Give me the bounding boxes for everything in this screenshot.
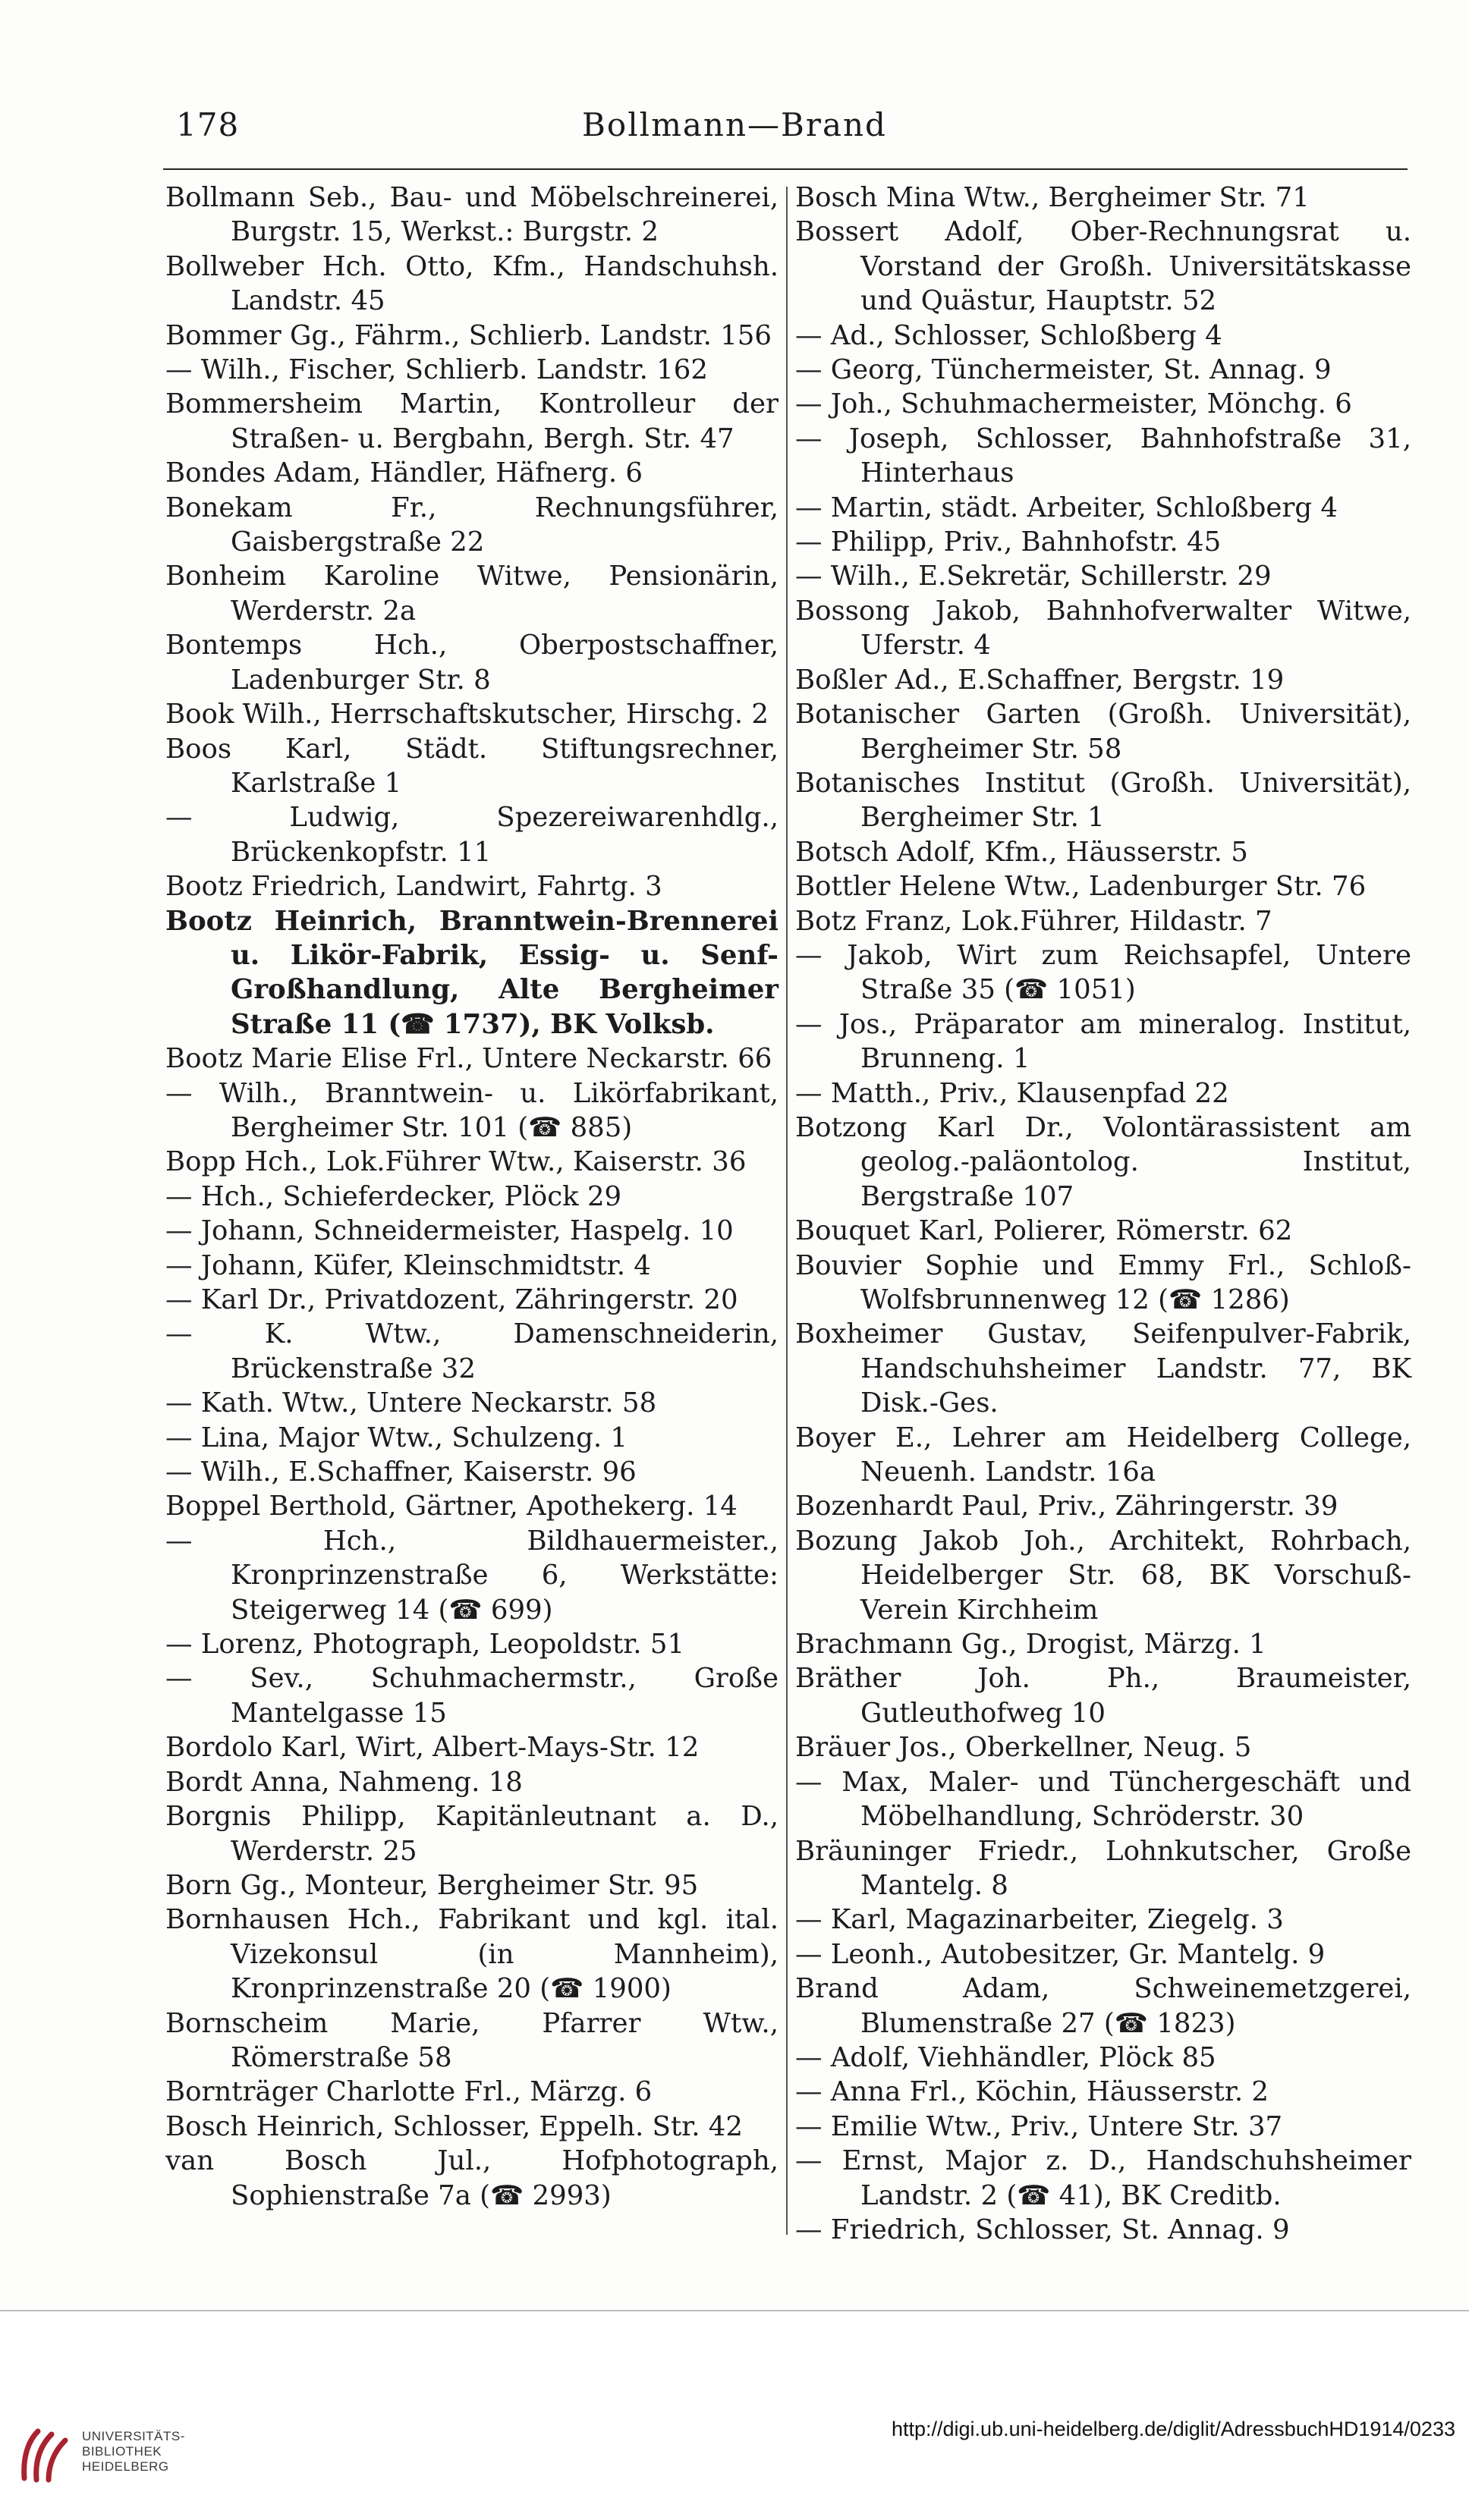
directory-entry: Bootz Heinrich, Branntwein-Brennerei u. Likör-Fabrik, Essig- u. Senf-Großhandlung, Alte Bergheimer Straße 11 (☎ 1737), BK Volksb. xyxy=(165,905,779,1040)
directory-entry: — Johann, Küfer, Kleinschmidtstr. 4 xyxy=(165,1249,651,1281)
directory-entry: Boppel Berthold, Gärtner, Apothekerg. 14 xyxy=(165,1491,738,1522)
directory-entry: — Ludwig, Spezereiwarenhdlg., Brückenkopfstr. 11 xyxy=(165,802,779,868)
directory-entry: — Lorenz, Photograph, Leopoldstr. 51 xyxy=(165,1629,685,1661)
directory-entry: — Max, Maler- und Tünchergeschäft und Möbelhandlung, Schröderstr. 30 xyxy=(795,1766,1411,1833)
directory-entry: Bollmann Seb., Bau- und Möbelschreinerei, Burgstr. 15, Werkst.: Burgstr. 2 xyxy=(165,182,779,248)
university-library-logo-icon xyxy=(15,2425,76,2486)
directory-entry: Bornträger Charlotte Frl., Märzg. 6 xyxy=(165,2076,653,2108)
directory-entry: — Karl Dr., Privatdozent, Zähringerstr. 20 xyxy=(165,1284,738,1315)
directory-entry: — Emilie Wtw., Priv., Untere Str. 37 xyxy=(795,2110,1283,2142)
directory-entry: — Wilh., E.Schaffner, Kaiserstr. 96 xyxy=(165,1456,637,1488)
directory-entry: Bonekam Fr., Rechnungsführer, Gaisbergstraße 22 xyxy=(165,492,779,558)
directory-entry: Bottler Helene Wtw., Ladenburger Str. 76 xyxy=(795,871,1367,903)
directory-entry: — Georg, Tünchermeister, St. Annag. 9 xyxy=(795,354,1332,386)
directory-entry: Bordt Anna, Nahmeng. 18 xyxy=(165,1766,523,1798)
directory-entry: — Lina, Major Wtw., Schulzeng. 1 xyxy=(165,1422,628,1453)
library-name xyxy=(82,2429,185,2474)
right-column xyxy=(795,181,1411,2247)
directory-entry: — Joseph, Schlosser, Bahnhofstraße 31, Hinterhaus xyxy=(795,423,1411,489)
directory-entry: Bosch Heinrich, Schlosser, Eppelh. Str. 42 xyxy=(165,2110,743,2142)
directory-entry: — Matth., Priv., Klausenpfad 22 xyxy=(795,1077,1229,1109)
directory-entry: Bräther Joh. Ph., Braumeister, Gutleuthofweg 10 xyxy=(795,1663,1411,1729)
directory-entry: — Wilh., Fischer, Schlierb. Landstr. 162 xyxy=(165,354,708,386)
directory-entry: Bondes Adam, Händler, Häfnerg. 6 xyxy=(165,457,643,489)
directory-entry: — Jakob, Wirt zum Reichsapfel, Untere Straße 35 (☎ 1051) xyxy=(795,939,1411,1006)
directory-entry: Botz Franz, Lok.Führer, Hildastr. 7 xyxy=(795,905,1272,937)
library-name-line: HEIDELBERG xyxy=(82,2459,169,2474)
directory-entry: Brachmann Gg., Drogist, Märzg. 1 xyxy=(795,1629,1266,1661)
directory-entry: Born Gg., Monteur, Bergheimer Str. 95 xyxy=(165,1869,699,1901)
directory-entry: — Hch., Schieferdecker, Plöck 29 xyxy=(165,1180,622,1212)
directory-entry: — Friedrich, Schlosser, St. Annag. 9 xyxy=(795,2214,1290,2245)
directory-entry: Botsch Adolf, Kfm., Häusserstr. 5 xyxy=(795,836,1248,868)
directory-entry: Bornhausen Hch., Fabrikant und kgl. ital. Vizekonsul (in Mannheim), Kronprinzenstraße 20 (☎ 1900) xyxy=(165,1904,779,2005)
directory-entry: Bonheim Karoline Witwe, Pensionärin, Werderstr. 2a xyxy=(165,561,779,627)
directory-entry: — Philipp, Priv., Bahnhofstr. 45 xyxy=(795,526,1222,558)
directory-entry: Bornscheim Marie, Pfarrer Wtw., Römerstraße 58 xyxy=(165,2007,779,2073)
column-divider xyxy=(786,187,788,2235)
directory-entry: Bräuer Jos., Oberkellner, Neug. 5 xyxy=(795,1732,1252,1764)
running-head: Bollmann—Brand xyxy=(582,106,887,143)
directory-entry: Bosch Mina Wtw., Bergheimer Str. 71 xyxy=(795,182,1310,213)
directory-entry: — Jos., Präparator am mineralog. Institut, Brunneng. 1 xyxy=(795,1008,1411,1075)
directory-entry: — Hch., Bildhauermeister., Kronprinzenstraße 6, Werkstätte: Steigerweg 14 (☎ 699) xyxy=(165,1525,779,1626)
directory-entry: Boßler Ad., E.Schaffner, Bergstr. 19 xyxy=(795,664,1285,696)
library-name-line: BIBLIOTHEK xyxy=(82,2444,162,2459)
directory-entry: Boyer E., Lehrer am Heidelberg College, Neuenh. Landstr. 16a xyxy=(795,1422,1411,1488)
directory-entry: Bräuninger Friedr., Lohnkutscher, Große Mantelg. 8 xyxy=(795,1835,1411,1901)
directory-entry: Bouquet Karl, Polierer, Römerstr. 62 xyxy=(795,1215,1293,1247)
directory-entry: — K. Wtw., Damenschneiderin, Brückenstraße 32 xyxy=(165,1318,779,1384)
directory-entry: — Kath. Wtw., Untere Neckarstr. 58 xyxy=(165,1387,657,1419)
library-name-line: UNIVERSITÄTS- xyxy=(82,2429,185,2443)
directory-entry: Borgnis Philipp, Kapitänleutnant a. D., Werderstr. 25 xyxy=(165,1801,779,1867)
directory-entry: Bommersheim Martin, Kontrolleur der Straßen- u. Bergbahn, Bergh. Str. 47 xyxy=(165,388,779,454)
directory-entry: Brand Adam, Schweinemetzgerei, Blumenstraße 27 (☎ 1823) xyxy=(795,1973,1411,2039)
page-number: 178 xyxy=(176,106,240,143)
directory-entry: — Martin, städt. Arbeiter, Schloßberg 4 xyxy=(795,492,1338,523)
directory-entry: Boos Karl, Städt. Stiftungsrechner, Karlstraße 1 xyxy=(165,733,779,799)
directory-entry: Bollweber Hch. Otto, Kfm., Handschuhsh. Landstr. 45 xyxy=(165,250,779,317)
directory-entry: — Leonh., Autobesitzer, Gr. Mantelg. 9 xyxy=(795,1938,1326,1970)
footer-bar xyxy=(0,2311,1469,2520)
directory-entry: — Ad., Schlosser, Schloßberg 4 xyxy=(795,319,1222,351)
directory-entry: van Bosch Jul., Hofphotograph, Sophienstraße 7a (☎ 2993) xyxy=(165,2145,779,2211)
left-column xyxy=(165,181,779,2213)
directory-entry: Bootz Friedrich, Landwirt, Fahrtg. 3 xyxy=(165,871,662,903)
directory-entry: — Johann, Schneidermeister, Haspelg. 10 xyxy=(165,1215,734,1247)
directory-entry: Bossong Jakob, Bahnhofverwalter Witwe, Uferstr. 4 xyxy=(795,595,1411,661)
directory-entry: Bontemps Hch., Oberpostschaffner, Ladenburger Str. 8 xyxy=(165,630,779,696)
directory-entry: Bozenhardt Paul, Priv., Zähringerstr. 39 xyxy=(795,1491,1338,1522)
directory-entry: Bootz Marie Elise Frl., Untere Neckarstr. 66 xyxy=(165,1043,772,1075)
directory-entry: Book Wilh., Herrschaftskutscher, Hirschg. 2 xyxy=(165,699,769,731)
source-url-link[interactable]: http://digi.ub.uni-heidelberg.de/diglit/AdressbuchHD1914/0233 xyxy=(891,2418,1455,2440)
directory-entry: — Karl, Magazinarbeiter, Ziegelg. 3 xyxy=(795,1904,1284,1936)
directory-entry: Boxheimer Gustav, Seifenpulver-Fabrik, Handschuhsheimer Landstr. 77, BK Disk.-Ges. xyxy=(795,1318,1411,1419)
directory-entry: Botanischer Garten (Großh. Universität), Bergheimer Str. 58 xyxy=(795,699,1411,765)
directory-entry: Bouvier Sophie und Emmy Frl., Schloß-Wolfsbrunnenweg 12 (☎ 1286) xyxy=(795,1249,1411,1315)
directory-entry: Bopp Hch., Lok.Führer Wtw., Kaiserstr. 36 xyxy=(165,1146,747,1178)
directory-entry: — Adolf, Viehhändler, Plöck 85 xyxy=(795,2041,1216,2073)
directory-entry: Bordolo Karl, Wirt, Albert-Mays-Str. 12 xyxy=(165,1732,700,1764)
directory-entry: — Joh., Schuhmachermeister, Mönchg. 6 xyxy=(795,388,1352,420)
header-rule xyxy=(163,168,1408,170)
directory-entry: — Sev., Schuhmachermstr., Große Mantelgasse 15 xyxy=(165,1663,779,1729)
directory-entry: Bommer Gg., Fährm., Schlierb. Landstr. 156 xyxy=(165,319,772,351)
directory-entry: Botzong Karl Dr., Volontärassistent am geolog.-paläontolog. Institut, Bergstraße 107 xyxy=(795,1111,1411,1212)
directory-entry: Botanisches Institut (Großh. Universität), Bergheimer Str. 1 xyxy=(795,767,1411,834)
directory-entry: Bozung Jakob Joh., Architekt, Rohrbach, Heidelberger Str. 68, BK Vorschuß-Verein Kirchheim xyxy=(795,1525,1411,1626)
directory-entry: — Wilh., Branntwein- u. Likörfabrikant, Bergheimer Str. 101 (☎ 885) xyxy=(165,1077,779,1143)
directory-entry: — Wilh., E.Sekretär, Schillerstr. 29 xyxy=(795,561,1272,592)
directory-entry: — Ernst, Major z. D., Handschuhsheimer Landstr. 2 (☎ 41), BK Creditb. xyxy=(795,2145,1411,2211)
directory-entry: Bossert Adolf, Ober-Rechnungsrat u. Vorstand der Großh. Universitätskasse und Quästur, Hauptstr. 52 xyxy=(795,216,1411,317)
directory-entry: — Anna Frl., Köchin, Häusserstr. 2 xyxy=(795,2076,1269,2108)
